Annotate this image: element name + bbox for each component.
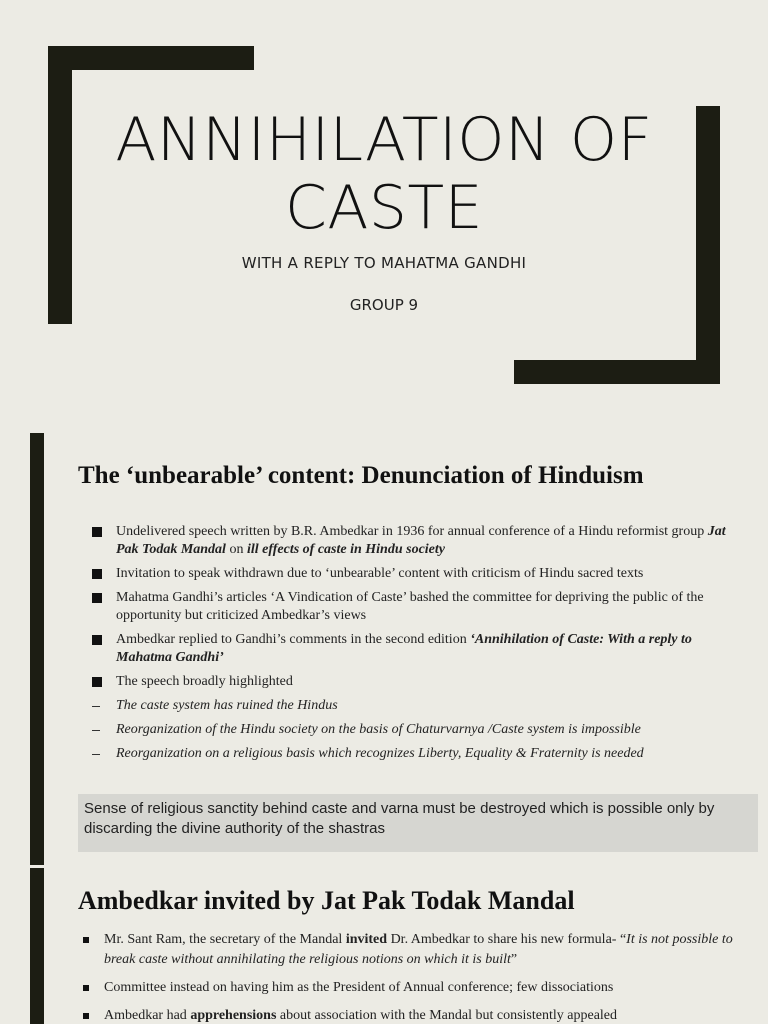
sub-list-item: Reorganization on a religious basis which recognizes Liberty, Equality & Fraternity is needed xyxy=(92,745,742,763)
square-bullet-icon xyxy=(83,937,89,943)
square-bullet-icon xyxy=(92,527,102,537)
list-item: Mr. Sant Ram, the secretary of the Mandal invited Dr. Ambedkar to share his new formula- “It is not possible to break caste without annihilating the religious notions on which it is built” xyxy=(80,930,750,970)
accent-bar-slide2 xyxy=(30,433,44,865)
list-item: Ambedkar replied to Gandhi’s comments in the second edition ‘Annihilation of Caste: With a reply to Mahatma Gandhi’ xyxy=(92,631,742,667)
list-item: Undelivered speech written by B.R. Ambedkar in 1936 for annual conference of a Hindu reformist group Jat Pak Todak Mandal on ill effects of caste in Hindu society xyxy=(92,523,742,559)
dash-bullet-icon xyxy=(92,730,100,731)
title-slide xyxy=(0,0,768,408)
dash-bullet-icon xyxy=(92,706,100,707)
list-item: Mahatma Gandhi’s articles ‘A Vindication of Caste’ bashed the committee for depriving the public of the opportunity but criticized Ambedkar’s views xyxy=(92,589,742,625)
square-bullet-icon xyxy=(92,569,102,579)
slide3-heading: Ambedkar invited by Jat Pak Todak Mandal xyxy=(78,886,575,915)
list-item: The speech broadly highlighted xyxy=(92,673,742,691)
slide3-bullet-list xyxy=(80,930,750,1024)
list-item: Committee instead on having him as the President of Annual conference; few dissociations xyxy=(80,978,750,998)
slide2-bullet-list xyxy=(92,523,742,769)
sub-list-item: Reorganization of the Hindu society on the basis of Chaturvarnya /Caste system is impossible xyxy=(92,721,742,739)
dash-bullet-icon xyxy=(92,754,100,755)
group-label: GROUP 9 xyxy=(349,296,419,314)
slide2-heading: The ‘unbearable’ content: Denunciation of Hinduism xyxy=(78,462,644,489)
square-bullet-icon xyxy=(92,593,102,603)
slide-title: ANNIHILATION OF CASTE xyxy=(115,105,653,243)
callout-box: Sense of religious sanctity behind caste and varna must be destroyed which is possible only by discarding the divine authority of the shastras xyxy=(78,794,758,852)
frame-bar-top-left-horizontal xyxy=(48,46,254,70)
square-bullet-icon xyxy=(92,635,102,645)
square-bullet-icon xyxy=(83,985,89,991)
slide-subtitle: WITH A REPLY TO MAHATMA GANDHI xyxy=(241,254,527,272)
frame-bar-bottom-right-horizontal xyxy=(514,360,720,384)
square-bullet-icon xyxy=(92,677,102,687)
accent-bar-slide3 xyxy=(30,868,44,1024)
square-bullet-icon xyxy=(83,1013,89,1019)
title-block xyxy=(60,106,708,314)
sub-list-item: The caste system has ruined the Hindus xyxy=(92,697,742,715)
content-slide xyxy=(0,408,768,1024)
list-item: Ambedkar had apprehensions about association with the Mandal but consistently appealed xyxy=(80,1006,750,1024)
list-item: Invitation to speak withdrawn due to ‘unbearable’ content with criticism of Hindu sacred texts xyxy=(92,565,742,583)
